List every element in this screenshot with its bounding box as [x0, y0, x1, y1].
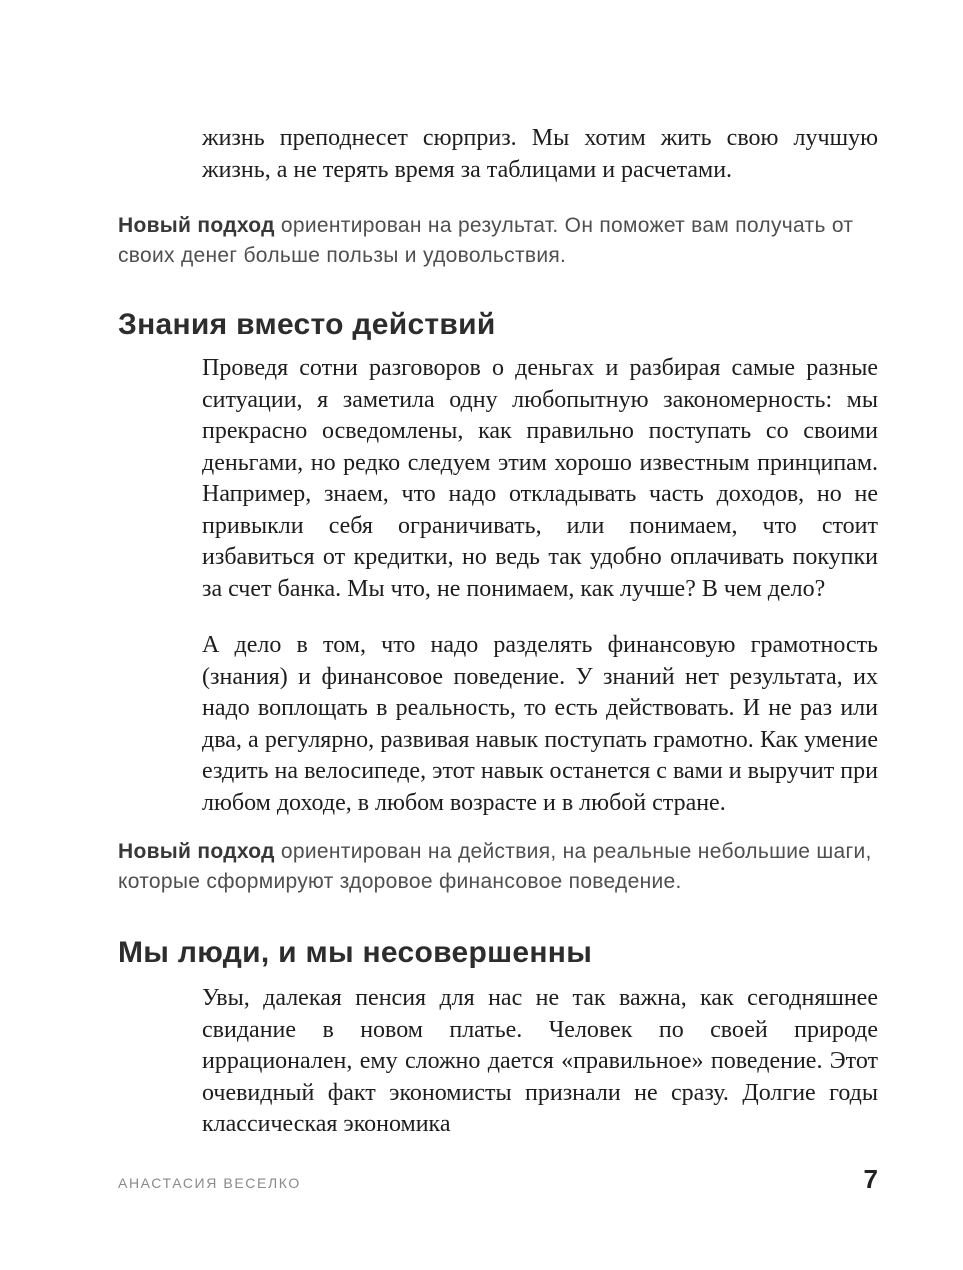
callout-new-approach-actions	[118, 837, 878, 897]
page-footer	[118, 1164, 878, 1195]
callout-lead-text: Новый подход	[118, 840, 275, 863]
section-heading-we-are-imperfect: Мы люди, и мы несовершенны	[118, 936, 593, 969]
paragraph-intro-continuation: жизнь преподнесет сюрприз. Мы хотим жить свою лучшую жизнь, а не терять время за таблицами и расчетами.	[202, 125, 878, 183]
callout-rest-text: ориентирован на результат. Он поможет вам получать от своих денег больше пользы и удовольствия.	[118, 214, 854, 267]
callout-lead-text: Новый подход	[118, 214, 275, 237]
footer-author-name: АНАСТАСИЯ ВЕСЕЛКО	[118, 1175, 301, 1191]
page-content	[118, 123, 878, 1141]
section-heading-knowledge-vs-action: Знания вместо действий	[118, 308, 496, 341]
paragraph-irrationality: Увы, далекая пенсия для нас не так важна, как сегодняшнее свидание в новом платье. Человек по своей природе иррационален, ему сложно дается «правильное» поведение. Этот очевидный факт экономисты признали не сразу. Долгие годы классическая экономика	[202, 985, 878, 1137]
callout-rest-text: ориентирован на действия, на реальные небольшие шаги, которые сформируют здоровое финансовое поведение.	[118, 840, 872, 893]
page-number: 7	[863, 1164, 878, 1194]
paragraph-literacy-vs-behavior: А дело в том, что надо разделять финансовую грамотность (знания) и финансовое поведение. У знаний нет результата, их надо воплощать в реальность, то есть действовать. И не раз или два, а регулярно, развивая навык поступать грамотно. Как умение ездить на велосипеде, этот навык останется с вами и выручит при любом доходе, в любом возрасте и в любой стране.	[202, 632, 878, 816]
callout-new-approach-result	[118, 211, 878, 271]
paragraph-observation: Проведя сотни разговоров о деньгах и разбирая самые разные ситуации, я заметила одну любопытную закономерность: мы прекрасно осведомлены, как правильно поступать со своими деньгами, но редко следуем этим хорошо известным принципам. Например, знаем, что надо откладывать часть доходов, но не привыкли себя ограничивать, или понимаем, что стоит избавиться от кредитки, но ведь так удобно оплачивать покупки за счет банка. Мы что, не понимаем, как лучше? В чем дело?	[202, 355, 878, 602]
